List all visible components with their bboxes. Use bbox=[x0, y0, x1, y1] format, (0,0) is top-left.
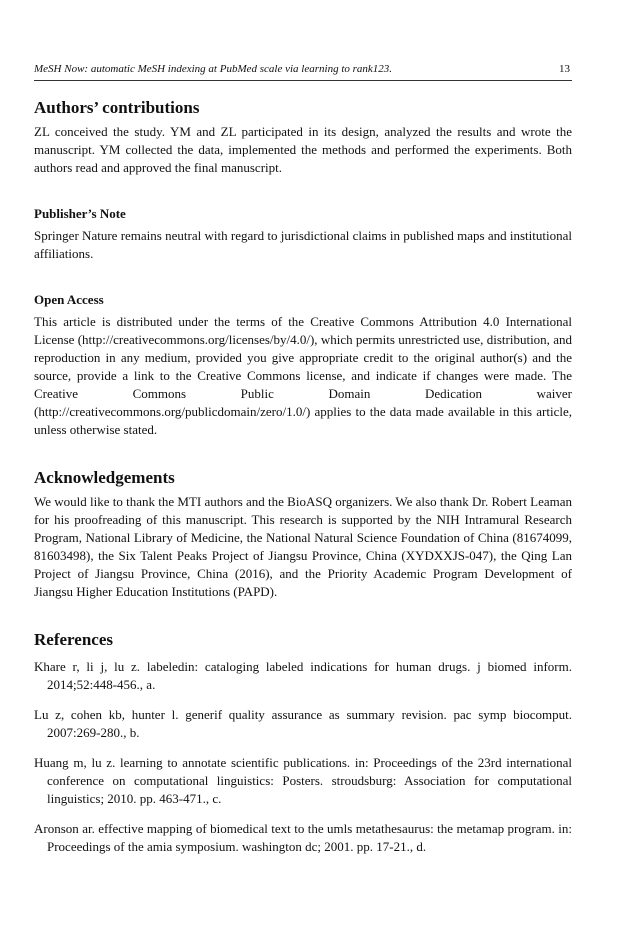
running-title: MeSH Now: automatic MeSH indexing at PubMed scale via learning to rank123. bbox=[34, 63, 393, 75]
header-rule bbox=[34, 80, 572, 81]
section-heading: Publisher’s Note bbox=[34, 206, 126, 221]
section-acknowledgements bbox=[34, 467, 572, 601]
references-heading: References bbox=[34, 630, 113, 649]
reference-item: Khare r, li j, lu z. labeledin: cataloging labeled indications for human drugs. j biomed inform. 2014;52:448-456., a. bbox=[34, 659, 572, 692]
running-header bbox=[34, 63, 570, 75]
reference-item: Aronson ar. effective mapping of biomedical text to the umls metathesaurus: the metamap program. in: Proceedings of the amia symposium. washington dc; 2001. pp. 17-21., d. bbox=[34, 821, 572, 854]
section-references bbox=[34, 629, 572, 856]
section-heading: Authors’ contributions bbox=[34, 98, 200, 117]
section-open-access bbox=[34, 291, 572, 439]
section-body: ZL conceived the study. YM and ZL participated in its design, analyzed the results and wrote the manuscript. YM collected the data, implemented the methods and performed the experiments. Both authors read and approved the final manuscript. bbox=[34, 124, 572, 175]
section-authors-contributions bbox=[34, 97, 572, 177]
section-body: We would like to thank the MTI authors and the BioASQ organizers. We also thank Dr. Robert Leaman for his proofreading of this manuscript. This research is supported by the NIH Intramural Research Program, National Library of Medicine, the National Natural Science Foundation of China (81674099, 81603498), the Six Talent Peaks Project of Jiangsu Province, China (XYDXXJS-047), the Qing Lan Project of Jiangsu Province, China (2016), and the Priority Academic Program Development of Jiangsu Higher Education Institutions (PAPD). bbox=[34, 494, 572, 599]
section-heading: Open Access bbox=[34, 292, 104, 307]
section-heading: Acknowledgements bbox=[34, 468, 175, 487]
section-body: This article is distributed under the terms of the Creative Commons Attribution 4.0 International License (http://creativecommons.org/licenses/by/4.0/), which permits unrestricted use, distribution, and reproduction in any medium, provided you give appropriate credit to the original author(s) and the source, provide a link to the Creative Commons license, and indicate if changes were made. The Creative Commons Public Domain Dedication waiver (http://creativecommons.org/publicdomain/zero/1.0/) applies to the data made available in this article, unless otherwise stated. bbox=[34, 314, 572, 437]
section-publishers-note bbox=[34, 205, 572, 263]
reference-item: Huang m, lu z. learning to annotate scientific publications. in: Proceedings of the 23rd international conference on computational linguistics: Posters. stroudsburg: Association for computational linguistics; 2010. pp. 463-471., c. bbox=[34, 755, 572, 806]
reference-item: Lu z, cohen kb, hunter l. generif quality assurance as summary revision. pac symp biocomput. 2007:269-280., b. bbox=[34, 707, 572, 740]
section-body: Springer Nature remains neutral with regard to jurisdictional claims in published maps and institutional affiliations. bbox=[34, 228, 572, 261]
page-content bbox=[34, 97, 572, 868]
page-number: 13 bbox=[559, 63, 570, 75]
